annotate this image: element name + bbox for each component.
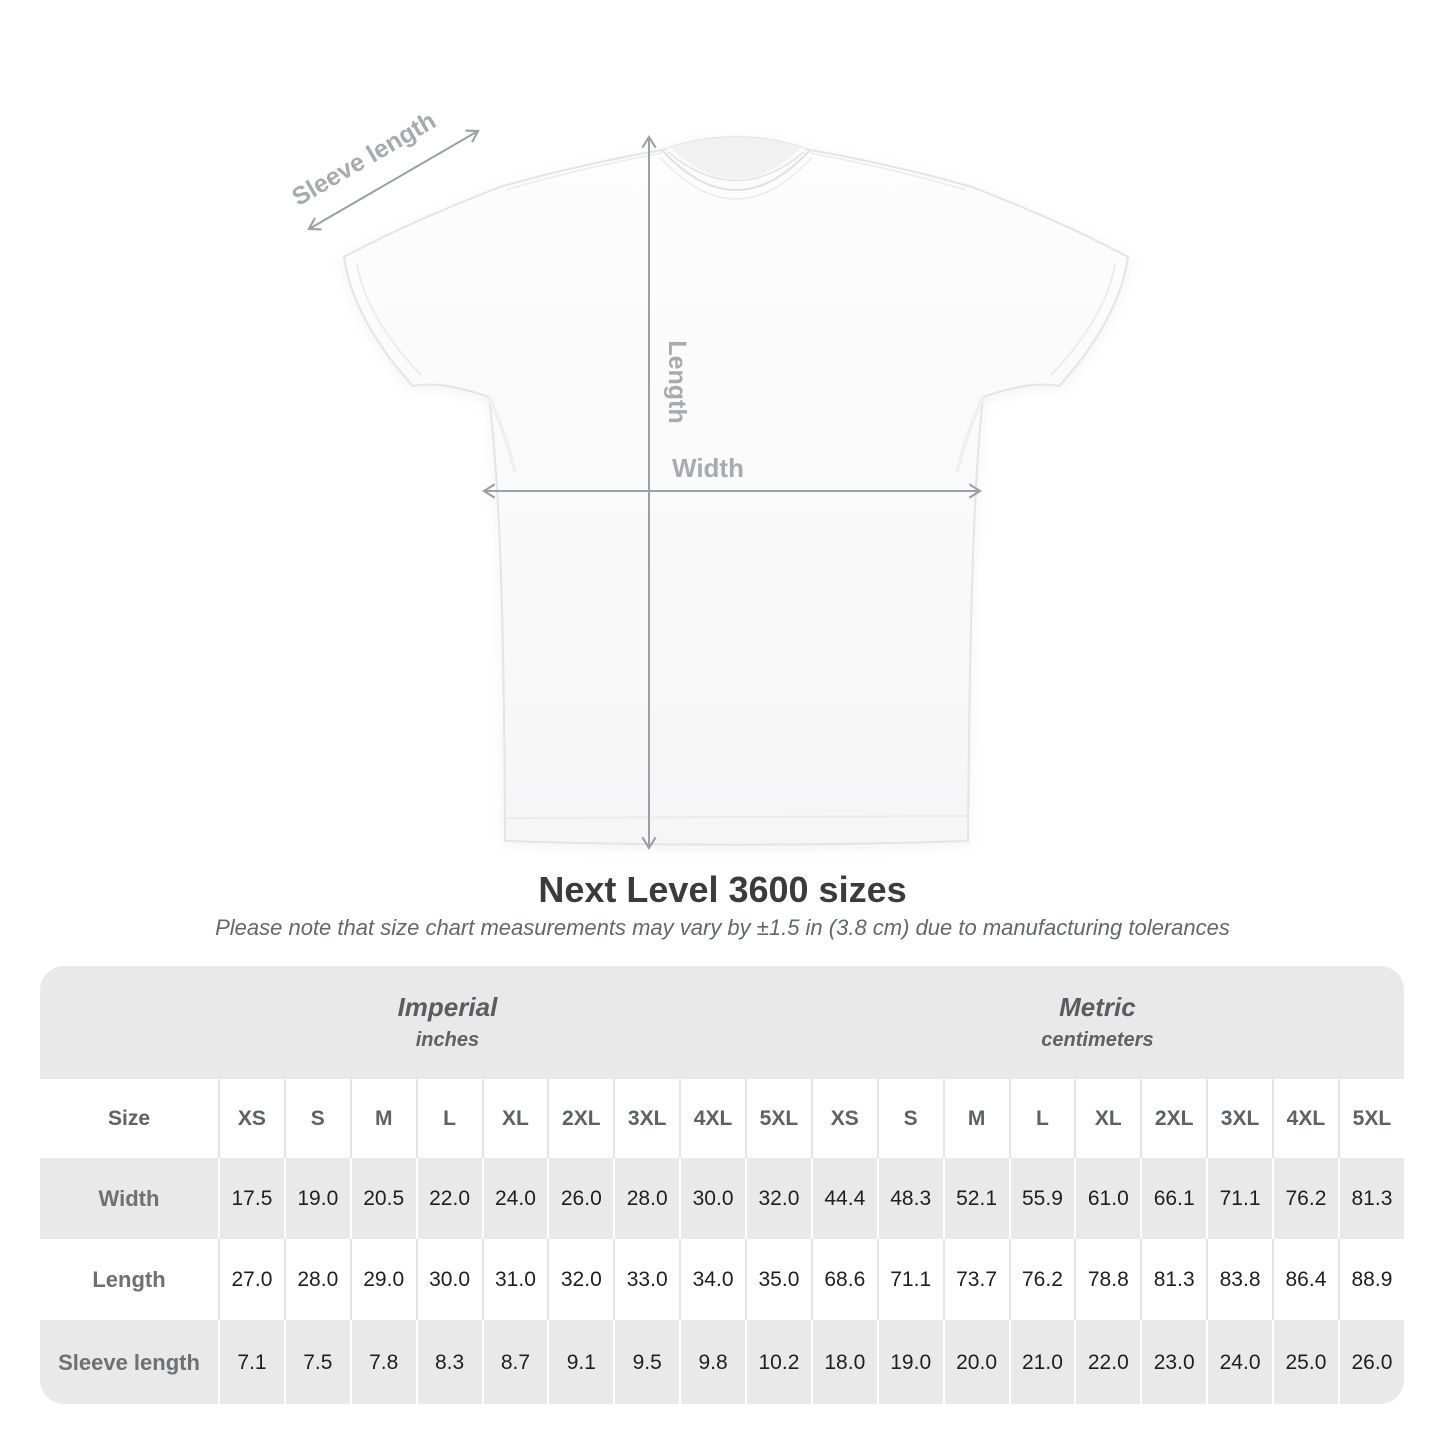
value-cell: 48.3 <box>877 1158 943 1239</box>
value-cell: 88.9 <box>1338 1239 1404 1320</box>
value-cell: 26.0 <box>547 1158 613 1239</box>
value-cell: 76.2 <box>1272 1158 1338 1239</box>
value-cell: 68.6 <box>811 1239 877 1320</box>
value-cell: 19.0 <box>284 1158 350 1239</box>
width-row <box>40 1158 1404 1239</box>
size-table-grid <box>40 966 1404 1404</box>
value-cell: 73.7 <box>943 1239 1009 1320</box>
value-cell: 32.0 <box>547 1239 613 1320</box>
value-cell: 22.0 <box>1074 1320 1140 1404</box>
row-label-sleeve-length: Sleeve length <box>40 1320 218 1404</box>
metric-units: centimeters <box>1041 1029 1154 1052</box>
value-cell: 44.4 <box>811 1158 877 1239</box>
size-header-row <box>40 1079 1404 1158</box>
row-label-length: Length <box>40 1239 218 1320</box>
value-cell: 17.5 <box>218 1158 284 1239</box>
size-header-cell: S <box>877 1079 943 1158</box>
value-cell: 71.1 <box>877 1239 943 1320</box>
size-header-cell: L <box>1009 1079 1075 1158</box>
value-cell: 9.5 <box>613 1320 679 1404</box>
value-cell: 81.3 <box>1338 1158 1404 1239</box>
length-label: Length <box>663 340 691 424</box>
sleeve-length-row <box>40 1320 1404 1404</box>
size-header-cell: 4XL <box>1272 1079 1338 1158</box>
value-cell: 19.0 <box>877 1320 943 1404</box>
size-header-cell: 5XL <box>1338 1079 1404 1158</box>
value-cell: 27.0 <box>218 1239 284 1320</box>
value-cell: 24.0 <box>1206 1320 1272 1404</box>
value-cell: 35.0 <box>745 1239 811 1320</box>
value-cell: 28.0 <box>613 1158 679 1239</box>
value-cell: 81.3 <box>1140 1239 1206 1320</box>
value-cell: 66.1 <box>1140 1158 1206 1239</box>
value-cell: 71.1 <box>1206 1158 1272 1239</box>
size-header-cell: 3XL <box>613 1079 679 1158</box>
unit-header-row <box>40 966 1404 1079</box>
value-cell: 9.8 <box>679 1320 745 1404</box>
value-cell: 9.1 <box>547 1320 613 1404</box>
tolerance-note: Please note that size chart measurements may vary by ±1.5 in (3.8 cm) due to manufacturing tolerances <box>215 915 1230 940</box>
value-cell: 34.0 <box>679 1239 745 1320</box>
value-cell: 21.0 <box>1009 1320 1075 1404</box>
size-header-cell: 3XL <box>1206 1079 1272 1158</box>
value-cell: 83.8 <box>1206 1239 1272 1320</box>
value-cell: 20.5 <box>350 1158 416 1239</box>
length-row <box>40 1239 1404 1320</box>
size-header-cell: 5XL <box>745 1079 811 1158</box>
value-cell: 55.9 <box>1009 1158 1075 1239</box>
value-cell: 10.2 <box>745 1320 811 1404</box>
size-header-cell: S <box>284 1079 350 1158</box>
row-label-width: Width <box>40 1158 218 1239</box>
size-header-cell: L <box>416 1079 482 1158</box>
value-cell: 86.4 <box>1272 1239 1338 1320</box>
value-cell: 33.0 <box>613 1239 679 1320</box>
value-cell: 30.0 <box>416 1239 482 1320</box>
size-header-cell: 2XL <box>1140 1079 1206 1158</box>
value-cell: 20.0 <box>943 1320 1009 1404</box>
value-cell: 18.0 <box>811 1320 877 1404</box>
value-cell: 52.1 <box>943 1158 1009 1239</box>
size-header-cell: XS <box>811 1079 877 1158</box>
value-cell: 78.8 <box>1074 1239 1140 1320</box>
value-cell: 22.0 <box>416 1158 482 1239</box>
value-cell: 7.1 <box>218 1320 284 1404</box>
value-cell: 30.0 <box>679 1158 745 1239</box>
page-title: Next Level 3600 sizes <box>538 869 907 910</box>
value-cell: 26.0 <box>1338 1320 1404 1404</box>
size-header-cell: 4XL <box>679 1079 745 1158</box>
value-cell: 7.8 <box>350 1320 416 1404</box>
imperial-units: inches <box>415 1029 480 1052</box>
value-cell: 25.0 <box>1272 1320 1338 1404</box>
size-table <box>40 966 1404 1404</box>
value-cell: 32.0 <box>745 1158 811 1239</box>
width-label: Width <box>672 453 744 483</box>
size-header-cell: XL <box>482 1079 548 1158</box>
size-header-cell: XL <box>1074 1079 1140 1158</box>
size-header-cell: 2XL <box>547 1079 613 1158</box>
size-header-cell: XS <box>218 1079 284 1158</box>
value-cell: 31.0 <box>482 1239 548 1320</box>
size-column-header: Size <box>40 1079 218 1158</box>
value-cell: 76.2 <box>1009 1239 1075 1320</box>
size-header-cell: M <box>943 1079 1009 1158</box>
value-cell: 8.3 <box>416 1320 482 1404</box>
imperial-header <box>40 966 811 1079</box>
value-cell: 29.0 <box>350 1239 416 1320</box>
value-cell: 23.0 <box>1140 1320 1206 1404</box>
sleeve-length-label: Sleeve length <box>287 106 441 212</box>
value-cell: 8.7 <box>482 1320 548 1404</box>
metric-label: Metric <box>1059 991 1136 1022</box>
value-cell: 24.0 <box>482 1158 548 1239</box>
size-header-cell: M <box>350 1079 416 1158</box>
metric-header <box>811 966 1404 1079</box>
value-cell: 7.5 <box>284 1320 350 1404</box>
imperial-label: Imperial <box>397 991 498 1022</box>
value-cell: 28.0 <box>284 1239 350 1320</box>
value-cell: 61.0 <box>1074 1158 1140 1239</box>
